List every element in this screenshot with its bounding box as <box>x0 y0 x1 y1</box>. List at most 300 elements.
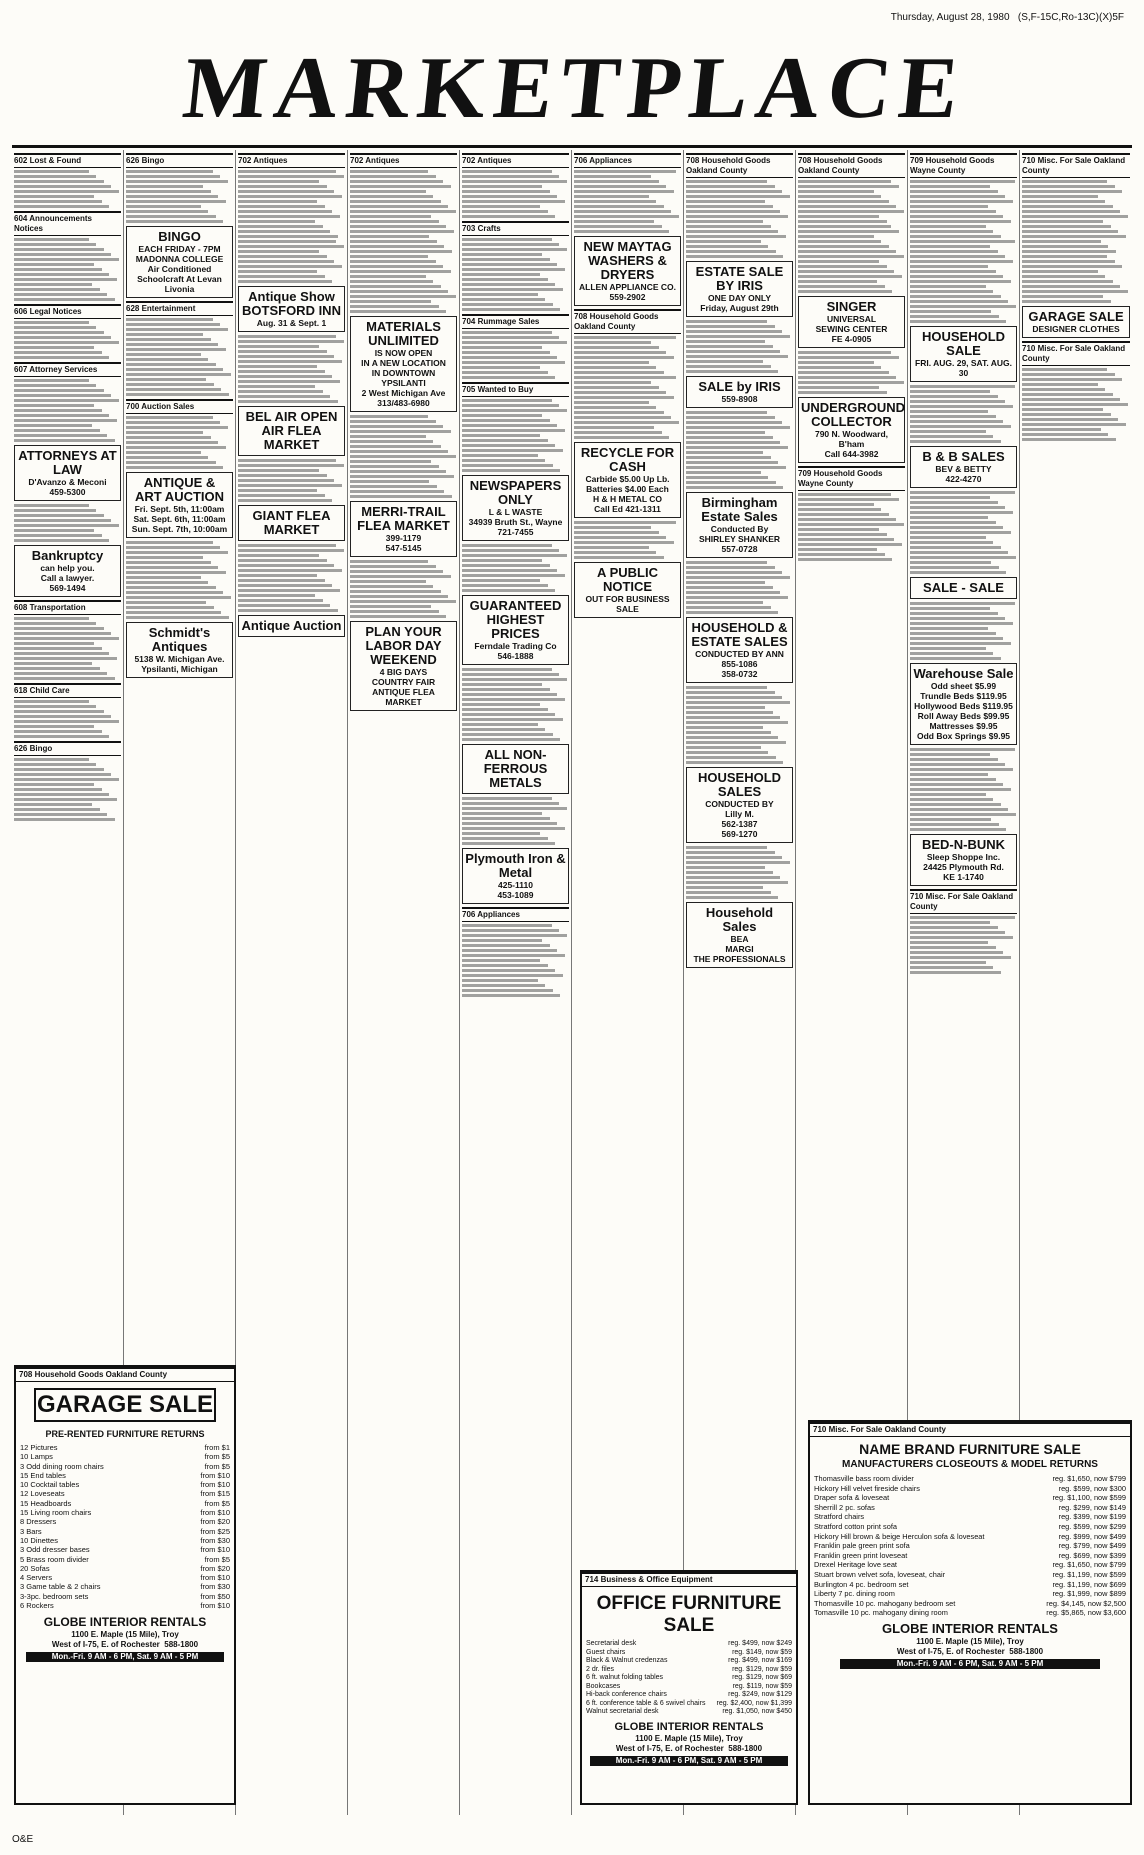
small-print-line <box>910 941 988 944</box>
display-ad-title: Antique Show BOTSFORD INN <box>242 289 341 318</box>
small-print-line <box>1022 230 1118 233</box>
item-price: from $10 <box>200 1573 230 1583</box>
price-item <box>810 1522 1130 1532</box>
item-price: from $1 <box>204 1443 230 1452</box>
small-print-line <box>238 350 327 353</box>
item-price: reg. $1,199, now $699 <box>1052 1579 1126 1589</box>
column-7 <box>684 150 796 1815</box>
small-print-line <box>126 416 213 419</box>
listing-body <box>574 170 681 233</box>
small-print-line <box>686 355 788 358</box>
small-print-line <box>126 451 201 454</box>
small-print-line <box>462 263 557 266</box>
small-print-line <box>14 439 115 442</box>
small-print-line <box>126 611 221 614</box>
small-print-line <box>1022 368 1107 371</box>
display-ad-title: A PUBLIC NOTICE <box>597 565 658 594</box>
display-ad-title: BED-N-BUNK <box>921 837 1006 852</box>
small-print-line <box>574 391 666 394</box>
small-print-line <box>686 436 773 439</box>
small-print-line <box>798 498 899 501</box>
small-print-line <box>462 336 559 339</box>
small-print-line <box>14 326 96 329</box>
small-print-line <box>126 328 228 331</box>
small-print-line <box>126 541 213 544</box>
small-print-line <box>910 225 986 228</box>
item-price: reg. $129, now $69 <box>732 1674 792 1681</box>
small-print-line <box>238 170 336 173</box>
price-item <box>16 1508 234 1517</box>
small-print-line <box>910 921 990 924</box>
display-ad <box>350 316 457 412</box>
small-print-line <box>350 575 451 578</box>
small-print-line <box>14 424 92 427</box>
small-print-line <box>462 283 555 286</box>
small-print-line <box>126 596 231 599</box>
small-print-line <box>14 657 117 660</box>
item-name: 15 Living room chairs <box>20 1508 92 1518</box>
small-print-line <box>686 255 783 258</box>
small-print-line <box>462 170 552 173</box>
display-ad-line: IS NOW OPEN <box>374 348 433 358</box>
small-print-line <box>574 551 656 554</box>
small-print-line <box>238 360 342 363</box>
small-print-line <box>14 539 109 542</box>
section-heading: 702 Antiques <box>462 153 569 168</box>
display-ad-line: 313/483-6980 <box>377 398 430 408</box>
small-print-line <box>238 180 319 183</box>
display-ad-line: Trundle Beds $119.95 <box>920 691 1007 701</box>
small-print-line <box>574 336 676 339</box>
item-name: 10 Cocktail tables <box>20 1480 80 1490</box>
small-print-line <box>686 846 767 849</box>
small-print-line <box>574 546 649 549</box>
display-ad-title: ALL NON-FERROUS METALS <box>483 747 548 790</box>
small-print-line <box>14 394 111 397</box>
item-name: 2 dr. files <box>586 1665 615 1673</box>
price-item <box>582 1674 796 1683</box>
item-price: from $10 <box>200 1480 230 1490</box>
small-print-line <box>686 586 773 589</box>
price-item <box>582 1708 796 1717</box>
small-print-line <box>910 405 1013 408</box>
display-ad <box>1022 306 1130 338</box>
small-print-line <box>910 320 1006 323</box>
small-print-line <box>238 469 319 472</box>
price-item <box>16 1601 234 1610</box>
small-print-line <box>126 353 201 356</box>
item-name: Drexel Heritage love seat <box>814 1560 897 1570</box>
small-print-line <box>462 185 542 188</box>
small-print-line <box>798 503 874 506</box>
small-print-line <box>910 961 986 964</box>
small-print-line <box>126 566 218 569</box>
listing-body <box>238 240 345 283</box>
small-print-line <box>126 421 220 424</box>
price-item <box>16 1592 234 1601</box>
small-print-line <box>910 290 993 293</box>
small-print-line <box>14 509 96 512</box>
small-print-line <box>686 476 768 479</box>
small-print-line <box>910 230 993 233</box>
small-print-line <box>238 270 317 273</box>
small-print-line <box>798 371 889 374</box>
small-print-line <box>238 250 319 253</box>
small-print-line <box>14 263 94 266</box>
small-print-line <box>1022 275 1105 278</box>
small-print-line <box>686 696 782 699</box>
small-print-line <box>462 449 563 452</box>
column-3 <box>236 150 348 1815</box>
small-print-line <box>686 591 780 594</box>
small-print-line <box>350 270 451 273</box>
small-print-line <box>126 368 223 371</box>
small-print-line <box>126 338 211 341</box>
display-ad-line: Odd Box Springs $9.95 <box>916 731 1011 741</box>
small-print-line <box>686 486 783 489</box>
small-print-line <box>350 200 441 203</box>
price-item <box>16 1555 234 1564</box>
small-print-line <box>574 431 662 434</box>
small-print-line <box>910 255 1005 258</box>
small-print-line <box>462 444 555 447</box>
small-print-line <box>238 559 327 562</box>
display-ad <box>238 286 345 332</box>
small-print-line <box>238 564 334 567</box>
display-ad-line: Sun. Sept. 7th, 10:00am <box>131 524 228 534</box>
small-print-line <box>238 579 325 582</box>
small-print-line <box>910 956 1011 959</box>
small-print-line <box>126 576 201 579</box>
display-ad-line: 453-1089 <box>497 890 534 900</box>
small-print-line <box>462 698 565 701</box>
price-item <box>810 1570 1130 1580</box>
small-print-line <box>686 446 788 449</box>
listing-body <box>462 544 569 592</box>
display-ad <box>14 445 121 501</box>
small-print-line <box>350 280 433 283</box>
ad-subtitle: PRE-RENTED FURNITURE RETURNS <box>45 1429 205 1439</box>
price-item <box>16 1489 234 1498</box>
display-ad <box>686 376 793 408</box>
small-print-line <box>686 200 765 203</box>
small-print-line <box>350 470 446 473</box>
listing-body <box>686 686 793 764</box>
small-print-line <box>238 370 325 373</box>
small-print-line <box>126 210 208 213</box>
small-print-line <box>14 429 100 432</box>
display-ad-line: DESIGNER CLOTHES <box>1032 324 1120 334</box>
issue-date: Thursday, August 28, 1980 <box>890 12 1010 23</box>
listing-body <box>574 336 681 374</box>
item-price: reg. $599, now $299 <box>1058 1521 1126 1531</box>
display-ad-line: ANTIQUE FLEA MARKET <box>372 687 435 707</box>
display-ad-line: Lilly M. <box>725 809 754 819</box>
small-print-line <box>686 330 782 333</box>
display-ad-title: UNDERGROUND COLLECTOR <box>801 400 905 429</box>
small-print-line <box>462 454 538 457</box>
small-print-line <box>350 560 428 563</box>
display-ad <box>350 621 457 711</box>
small-print-line <box>14 725 94 728</box>
small-print-line <box>686 340 765 343</box>
display-ad-title: ATTORNEYS AT LAW <box>18 448 117 477</box>
small-print-line <box>14 288 100 291</box>
small-print-line <box>574 421 679 424</box>
small-print-line <box>238 200 317 203</box>
listing-body <box>686 846 793 899</box>
small-print-line <box>686 751 768 754</box>
small-print-line <box>14 798 117 801</box>
ad-section-head: 710 Misc. For Sale Oakland County <box>810 1422 1130 1437</box>
small-print-line <box>910 215 1003 218</box>
price-item <box>810 1474 1130 1484</box>
item-name: 10 Dinettes <box>20 1535 58 1545</box>
small-print-line <box>910 612 998 615</box>
small-print-line <box>14 341 119 344</box>
small-print-line <box>126 373 231 376</box>
small-print-line <box>126 546 220 549</box>
item-price: reg. $129, now $59 <box>732 1665 792 1673</box>
small-print-line <box>238 459 336 462</box>
small-print-line <box>350 175 436 178</box>
small-print-line <box>686 581 765 584</box>
display-ad-line: 721-7455 <box>497 527 534 537</box>
ad-company: GLOBE INTERIOR RENTALS <box>614 1720 764 1733</box>
small-print-line <box>462 331 552 334</box>
small-print-line <box>14 434 107 437</box>
price-item <box>810 1532 1130 1542</box>
small-print-line <box>574 346 659 349</box>
small-print-line <box>14 808 100 811</box>
display-ad-line: can help you. <box>40 563 95 573</box>
display-ad-line: 24425 Plymouth Rd. <box>923 862 1004 872</box>
small-print-line <box>574 426 654 429</box>
small-print-line <box>686 335 790 338</box>
small-print-line <box>350 235 429 238</box>
item-name: Black & Walnut credenzas <box>586 1657 668 1664</box>
small-print-line <box>910 931 1005 934</box>
small-print-line <box>126 556 203 559</box>
listing-body <box>14 170 121 208</box>
small-print-line <box>14 419 117 422</box>
listing-body <box>126 318 233 396</box>
item-name: Tomasville 10 pc. mahogany dining room <box>814 1608 948 1618</box>
display-ad <box>462 848 569 904</box>
small-print-line <box>686 215 788 218</box>
section-heading: 702 Antiques <box>238 153 345 168</box>
small-print-line <box>350 295 456 298</box>
display-ad <box>686 902 793 968</box>
small-print-line <box>798 391 887 394</box>
small-print-line <box>462 459 545 462</box>
small-print-line <box>462 954 565 957</box>
item-name: 6 ft. conference table & 6 swivel chairs <box>586 1699 706 1707</box>
small-print-line <box>126 461 216 464</box>
small-print-line <box>686 611 778 614</box>
listing-body <box>686 561 793 614</box>
small-print-line <box>238 225 323 228</box>
small-print-line <box>574 205 664 208</box>
price-item <box>810 1580 1130 1590</box>
listing-body <box>14 617 121 680</box>
small-print-line <box>574 185 666 188</box>
small-print-line <box>126 323 220 326</box>
listing-body <box>238 544 345 612</box>
small-print-line <box>1022 413 1111 416</box>
small-print-line <box>462 238 552 241</box>
small-print-line <box>238 240 336 243</box>
section-heading: 704 Rummage Sales <box>462 314 569 329</box>
small-print-line <box>238 385 315 388</box>
small-print-line <box>14 248 104 251</box>
column-6 <box>572 150 684 1815</box>
item-name: 15 End tables <box>20 1470 66 1480</box>
small-print-line <box>238 340 344 343</box>
small-print-line <box>1022 265 1122 268</box>
small-print-line <box>798 376 896 379</box>
price-item <box>810 1493 1130 1503</box>
small-print-line <box>462 439 548 442</box>
display-ad-line: 422-4270 <box>945 474 982 484</box>
small-print-line <box>14 529 94 532</box>
ad-title: NAME BRAND FURNITURE SALE <box>859 1441 1081 1457</box>
small-print-line <box>798 240 881 243</box>
item-name: Guest chairs <box>586 1648 626 1656</box>
small-print-line <box>238 280 332 283</box>
small-print-line <box>910 748 1015 751</box>
small-print-line <box>14 504 89 507</box>
small-print-line <box>798 270 894 273</box>
small-print-line <box>910 798 993 801</box>
item-price: from $10 <box>200 1470 230 1480</box>
name-brand-furniture-ad <box>808 1420 1132 1805</box>
display-ad-line: Roll Away Beds $99.95 <box>917 711 1010 721</box>
small-print-line <box>126 456 208 459</box>
small-print-line <box>14 514 104 517</box>
small-print-line <box>1022 383 1098 386</box>
price-item <box>16 1573 234 1582</box>
small-print-line <box>126 343 218 346</box>
small-print-line <box>126 205 201 208</box>
small-print-line <box>462 584 548 587</box>
small-print-line <box>686 250 776 253</box>
item-name: 20 Sofas <box>20 1563 50 1573</box>
small-print-line <box>798 190 874 193</box>
small-print-line <box>798 548 877 551</box>
small-print-line <box>238 365 317 368</box>
small-print-line <box>238 484 342 487</box>
display-ad-line: IN DOWNTOWN YPSILANTI <box>371 368 436 388</box>
section-heading: 606 Legal Notices <box>14 304 121 319</box>
display-ad-line: MARGI <box>725 944 754 954</box>
small-print-line <box>126 220 223 223</box>
item-price: from $30 <box>200 1535 230 1545</box>
small-print-line <box>14 632 111 635</box>
listing-body <box>1022 180 1130 253</box>
small-print-line <box>126 591 223 594</box>
display-ad-title: RECYCLE FOR CASH <box>580 445 675 474</box>
small-print-line <box>1022 438 1116 441</box>
small-print-line <box>126 551 228 554</box>
item-price: from $50 <box>200 1591 230 1601</box>
small-print-line <box>238 380 340 383</box>
small-print-line <box>574 371 664 374</box>
display-ad-line: 2 West Michigan Ave <box>361 388 446 398</box>
small-print-line <box>350 215 431 218</box>
small-print-line <box>14 783 94 786</box>
small-print-line <box>350 255 428 258</box>
small-print-line <box>14 170 89 173</box>
price-item <box>582 1666 796 1675</box>
small-print-line <box>238 474 327 477</box>
section-heading: 710 Misc. For Sale Oakland County <box>1022 341 1130 366</box>
display-ad-line: 459-5300 <box>49 487 86 497</box>
display-ad-line: Call a lawyer. <box>40 573 95 583</box>
small-print-line <box>798 180 891 183</box>
display-ad <box>574 562 681 618</box>
small-print-line <box>1022 295 1103 298</box>
small-print-line <box>126 170 213 173</box>
small-print-line <box>350 195 433 198</box>
small-print-line <box>350 430 451 433</box>
item-name: Thomasville 10 pc. mahogany bedroom set <box>814 1598 956 1608</box>
small-print-line <box>686 871 773 874</box>
small-print-line <box>910 808 1008 811</box>
small-print-line <box>238 205 325 208</box>
small-print-line <box>350 250 452 253</box>
small-print-line <box>462 994 560 997</box>
small-print-line <box>910 783 1003 786</box>
item-price: from $20 <box>200 1517 230 1527</box>
small-print-line <box>1022 220 1103 223</box>
small-print-line <box>126 195 218 198</box>
ad-phone: 588-1800 <box>1009 1646 1044 1656</box>
small-print-line <box>238 589 340 592</box>
small-print-line <box>238 195 342 198</box>
listing-body <box>462 924 569 997</box>
display-ad-line: BEA <box>730 934 749 944</box>
small-print-line <box>1022 200 1105 203</box>
display-ad <box>14 545 121 597</box>
item-price: from $25 <box>200 1526 230 1536</box>
small-print-line <box>126 436 211 439</box>
display-ad-line: CONDUCTED BY <box>705 799 774 809</box>
small-print-line <box>126 446 226 449</box>
display-ad-title: Schmidt's Antiques <box>148 625 211 654</box>
small-print-line <box>574 406 656 409</box>
display-ad-title: GARAGE SALE <box>1028 309 1124 324</box>
small-print-line <box>238 594 315 597</box>
display-ad-line: Carbide $5.00 Up Lb. <box>585 474 670 484</box>
small-print-line <box>910 788 1011 791</box>
item-price: reg. $599, now $300 <box>1058 1483 1126 1493</box>
small-print-line <box>686 481 776 484</box>
small-print-line <box>798 538 894 541</box>
small-print-line <box>462 703 540 706</box>
display-ad-title: BEL AIR OPEN AIR FLEA MARKET <box>245 409 338 452</box>
small-print-line <box>686 416 775 419</box>
small-print-line <box>1022 398 1120 401</box>
price-item <box>16 1471 234 1480</box>
small-print-line <box>462 832 540 835</box>
small-print-line <box>686 856 782 859</box>
price-item <box>16 1517 234 1526</box>
small-print-line <box>14 346 94 349</box>
small-print-line <box>462 929 559 932</box>
small-print-line <box>910 310 991 313</box>
small-print-line <box>350 580 426 583</box>
